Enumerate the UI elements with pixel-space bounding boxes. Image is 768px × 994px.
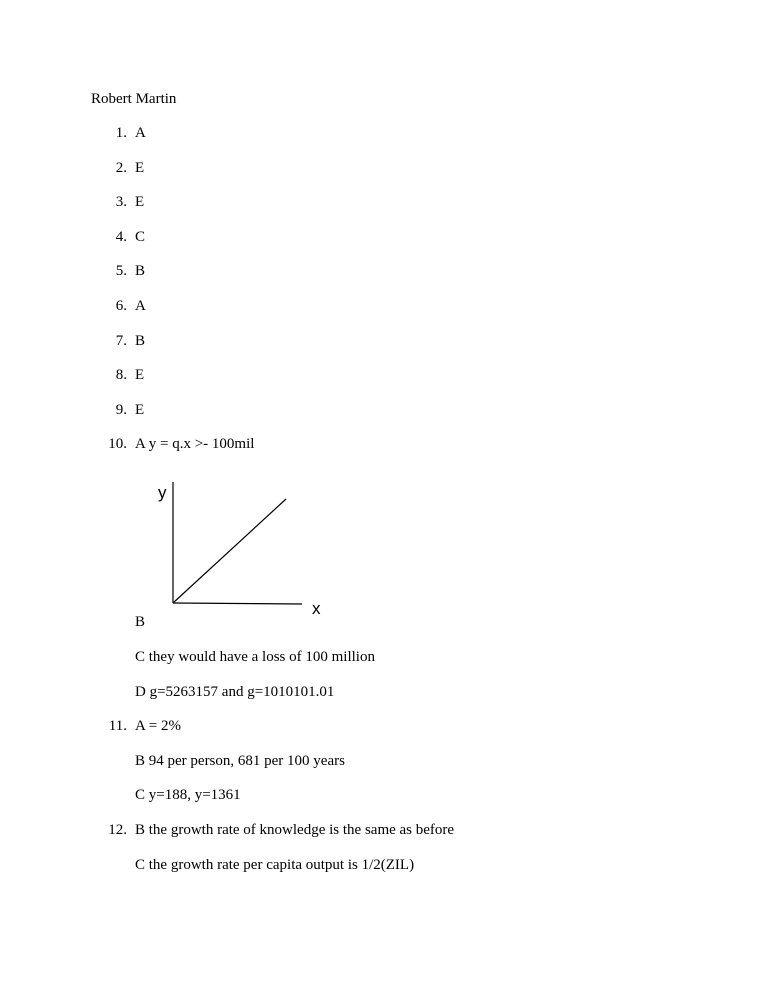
answer-text: E (135, 194, 145, 210)
q10-part-d: D g=5263157 and g=1010101.01 (135, 684, 335, 700)
q11-part-b: B 94 per person, 681 per 100 years (135, 753, 345, 769)
q11-part-a: A = 2% (135, 718, 181, 734)
answer-number: 8. (115, 367, 127, 383)
q12-part-c: C the growth rate per capita output is 1/2(ZIL) (135, 857, 415, 873)
answer-number: 7. (115, 333, 127, 349)
answer-number: 4. (115, 229, 127, 245)
y-axis-label: y (158, 483, 167, 502)
x-axis-label: x (312, 599, 321, 618)
answer-text: C (135, 229, 146, 245)
q10-part-c: C they would have a loss of 100 million (135, 649, 375, 665)
answer-number: 1. (115, 125, 127, 141)
answer-text: E (135, 160, 145, 176)
answer-number: 9. (115, 402, 127, 418)
linear-graph (150, 478, 330, 618)
q11-part-c: C y=188, y=1361 (135, 787, 241, 803)
answer-number: 12. (108, 822, 127, 838)
answer-text: B (135, 263, 146, 279)
q12-part-b: B the growth rate of knowledge is the same as before (135, 822, 455, 838)
trend-line (173, 499, 286, 603)
answer-number: 6. (115, 298, 127, 314)
answer-text: A (135, 125, 146, 141)
answer-text: A y = q.x >- 100mil (135, 436, 255, 452)
answer-text: E (135, 367, 145, 383)
author-name: Robert Martin (91, 91, 177, 107)
answer-number: 10. (108, 436, 127, 452)
answer-text: B (135, 333, 146, 349)
q10-part-b: B (135, 614, 146, 630)
x-axis-line (173, 603, 302, 604)
answer-number: 11. (108, 718, 127, 734)
answer-number: 2. (115, 160, 127, 176)
answer-number: 3. (115, 194, 127, 210)
answer-text: A (135, 298, 146, 314)
answer-text: E (135, 402, 145, 418)
answer-number: 5. (115, 263, 127, 279)
